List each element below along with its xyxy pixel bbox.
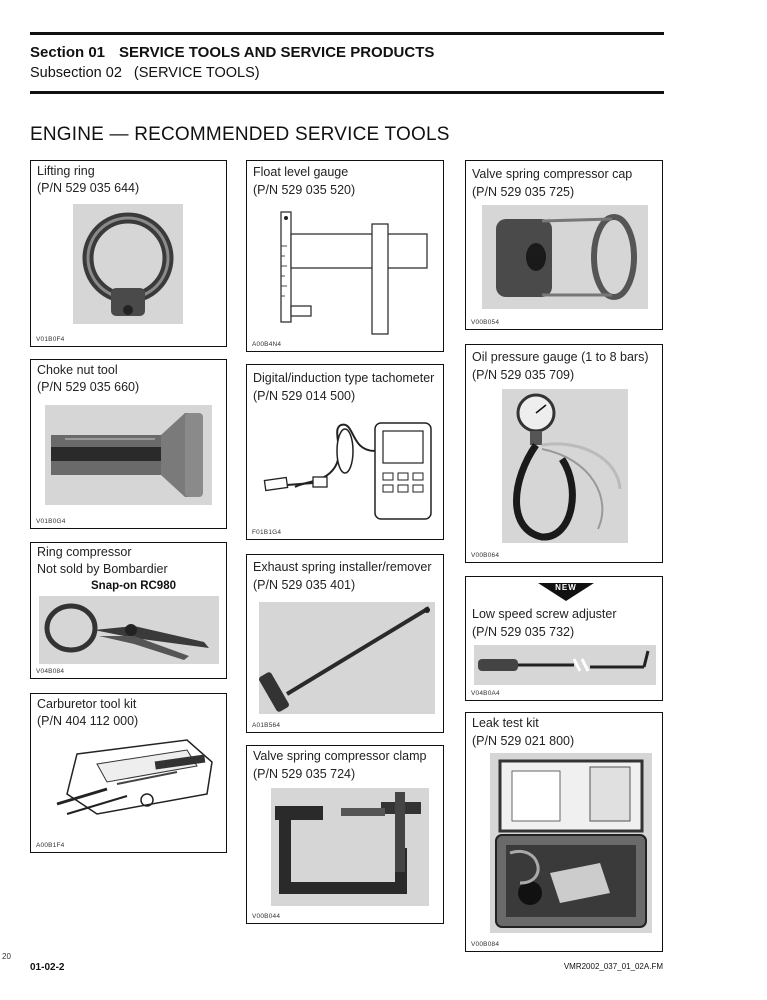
tool-name: Valve spring compressor clamp [253, 749, 427, 763]
tool-float-level-gauge [246, 160, 444, 352]
tool-exhaust-spring-tool [246, 554, 444, 733]
figure-code: V04B084 [36, 668, 65, 675]
figure-code: V04B0A4 [471, 690, 500, 697]
tool-name: Exhaust spring installer/remover [253, 560, 432, 574]
tool-part-number: (P/N 404 112 000) [37, 714, 139, 728]
figure-code: V01B0G4 [36, 518, 66, 525]
new-badge [538, 581, 594, 601]
tool-part-number: (P/N 529 035 725) [472, 185, 575, 199]
tool-name: Choke nut tool [37, 363, 118, 377]
figure-code: A00B4N4 [252, 341, 282, 348]
subsection-title-line [30, 65, 260, 81]
tool-part-number: (P/N 529 035 644) [37, 181, 140, 195]
figure-code: V00B084 [471, 941, 500, 948]
figure-code: V01B0F4 [36, 336, 65, 343]
valve-spring-clamp-photo [271, 788, 429, 906]
tool-tachometer [246, 364, 444, 540]
tool-valve-spring-cap [465, 160, 663, 330]
exhaust-spring-tool-photo [259, 602, 435, 714]
subsection-label: Subsection 02 [30, 65, 122, 81]
tool-brand: Snap-on RC980 [91, 580, 176, 592]
figure-code: V00B064 [471, 552, 500, 559]
section-label: Section 01 [30, 44, 106, 61]
tool-note: Not sold by Bombardier [37, 562, 168, 576]
choke-nut-tool-photo [45, 405, 212, 505]
tool-choke-nut-tool [30, 359, 227, 529]
tool-part-number: (P/N 529 035 724) [253, 767, 356, 781]
tool-name: Valve spring compressor cap [472, 167, 633, 181]
subsection-title: (SERVICE TOOLS) [133, 65, 260, 81]
float-level-gauge-drawing [257, 206, 432, 336]
tool-carburetor-tool-kit [30, 693, 227, 853]
tool-name: Carburetor tool kit [37, 697, 137, 711]
tool-name: Oil pressure gauge (1 to 8 bars) [472, 350, 649, 364]
page-number: 01-02-2 [30, 962, 65, 973]
ring-compressor-photo [39, 596, 219, 664]
tool-oil-pressure-gauge [465, 344, 663, 563]
tachometer-drawing [255, 411, 435, 523]
tool-name: Low speed screw adjuster [472, 607, 617, 621]
figure-code: A00B1F4 [36, 842, 65, 849]
leak-test-kit-photo [490, 753, 652, 933]
tool-valve-spring-clamp [246, 745, 444, 924]
tool-low-speed-adjuster [465, 576, 663, 701]
tool-part-number: (P/N 529 014 500) [253, 389, 356, 403]
carburetor-tool-kit-drawing [37, 734, 220, 830]
tool-ring-compressor [30, 542, 227, 679]
figure-code: V00B044 [252, 913, 281, 920]
tool-part-number: (P/N 529 035 401) [253, 578, 356, 592]
low-speed-adjuster-photo [474, 645, 656, 685]
valve-spring-cap-photo [482, 205, 648, 309]
tool-name: Lifting ring [37, 164, 95, 178]
tool-name: Float level gauge [253, 165, 349, 179]
section-title-line [30, 44, 434, 61]
figure-code: F01B1G4 [252, 529, 282, 536]
figure-code: A01B564 [252, 722, 281, 729]
tool-leak-test-kit [465, 712, 663, 952]
oil-pressure-gauge-photo [502, 389, 628, 543]
figure-code: V00B054 [471, 319, 500, 326]
lifting-ring-photo [73, 204, 183, 324]
tool-part-number: (P/N 529 035 520) [253, 183, 356, 197]
tool-part-number: (P/N 529 035 709) [472, 368, 575, 382]
tool-lifting-ring [30, 160, 227, 347]
file-name: VMR2002_037_01_02A.FM [563, 962, 663, 971]
page-heading: ENGINE — RECOMMENDED SERVICE TOOLS [30, 124, 450, 145]
new-badge-label: NEW [555, 583, 577, 592]
margin-number: 20 [2, 952, 11, 961]
tool-name: Leak test kit [472, 716, 539, 730]
top-rule [30, 32, 664, 35]
tool-part-number: (P/N 529 021 800) [472, 734, 575, 748]
section-title: SERVICE TOOLS AND SERVICE PRODUCTS [119, 44, 435, 61]
tool-part-number: (P/N 529 035 660) [37, 380, 140, 394]
tool-name: Digital/induction type tachometer [253, 371, 435, 385]
header-bottom-rule [30, 91, 664, 94]
tool-part-number: (P/N 529 035 732) [472, 625, 575, 639]
tool-name: Ring compressor [37, 545, 132, 559]
